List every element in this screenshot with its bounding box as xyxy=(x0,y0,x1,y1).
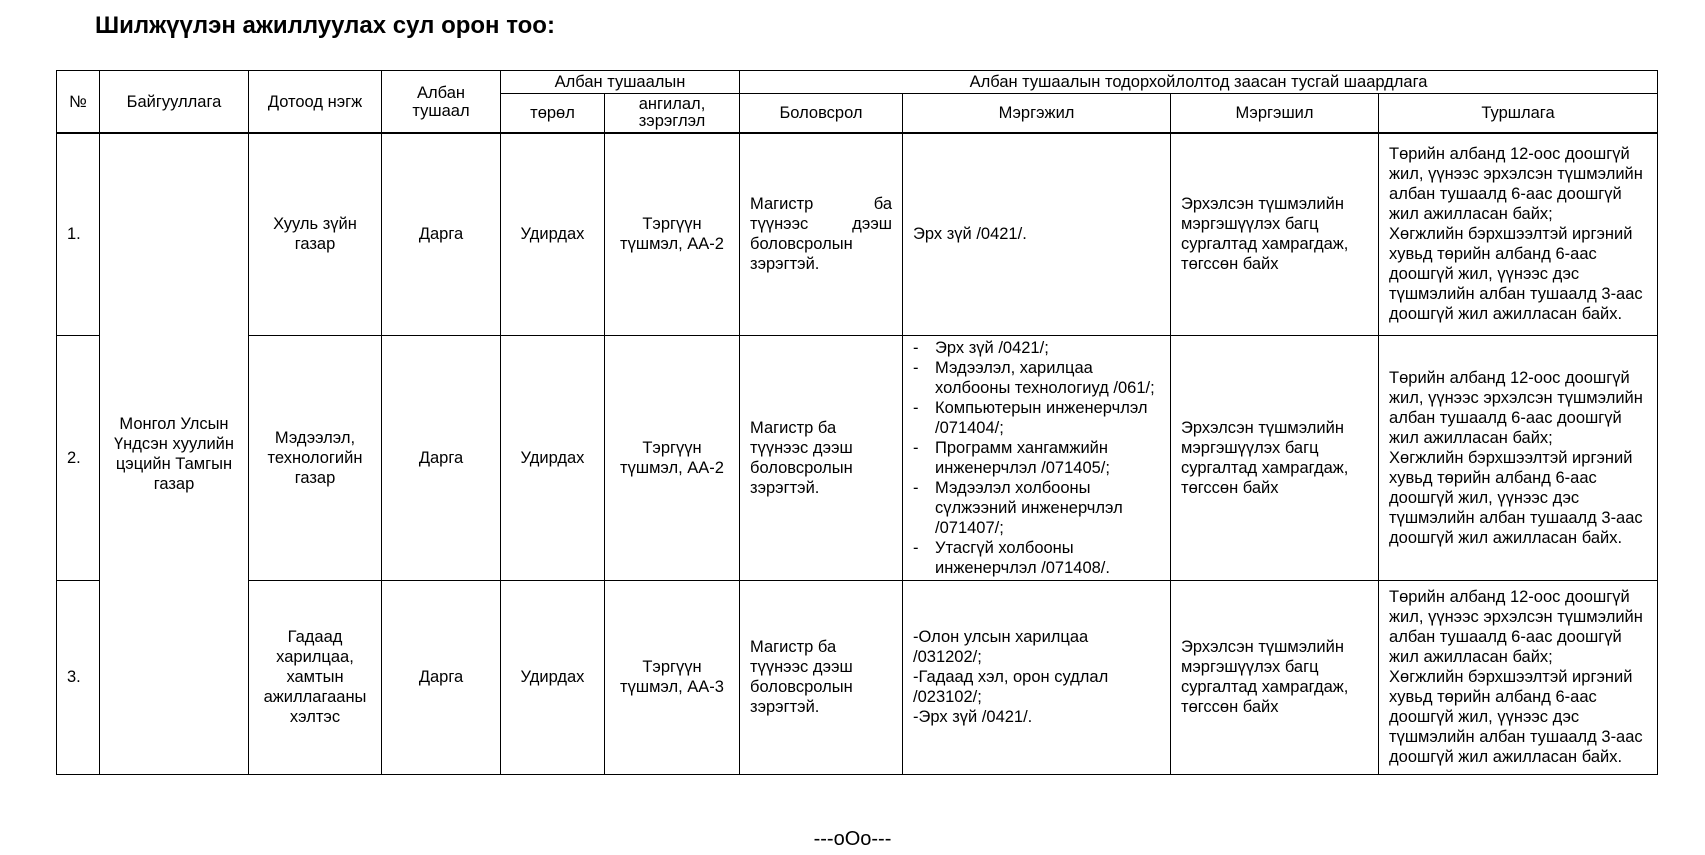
header-classification: ангилал, зэрэглэл xyxy=(605,94,740,134)
education-cell: Магистр ба түүнээс дээш боловсролын зэрэгтэй. xyxy=(740,335,903,580)
header-experience: Туршлага xyxy=(1379,94,1658,134)
header-position: Албан тушаал xyxy=(382,71,501,134)
table-row xyxy=(57,580,1658,774)
type-cell: Удирдах xyxy=(501,335,605,580)
profession-line: Эрх зүй /0421/. xyxy=(913,225,1027,244)
row-number: 1. xyxy=(57,133,100,335)
experience-line: Төрийн албанд 12-оос доошгүй жил, үүнээс эрхэлсэн түшмэлийн албан тушаалд 6-аас доошгүй жил ажилласан байх; xyxy=(1389,145,1643,224)
experience-cell xyxy=(1379,133,1658,335)
experience-cell xyxy=(1379,335,1658,580)
experience-cell xyxy=(1379,580,1658,774)
experience-line: Хөгжлийн бэрхшээлтэй иргэний хувьд төрийн албанд 6-аас доошгүй жил, үүнээс дэс түшмэлийн албан тушаалд 3-аас доошгүй жил ажилласан байх. xyxy=(1389,668,1643,766)
education-cell: Магистр ба түүнээс дээш боловсролын зэрэгтэй. xyxy=(740,580,903,774)
profession-item: - Компьютерын инженерчлэл /071404/; xyxy=(913,398,1160,438)
unit-cell: Мэдээлэл, технологийн газар xyxy=(249,335,382,580)
profession-line: -Гадаад хэл, орон судлал /023102/; xyxy=(913,668,1109,706)
header-qualification: Мэргэшил xyxy=(1171,94,1379,134)
profession-list xyxy=(913,338,1160,578)
profession-item: - Программ хангамжийн инженерчлэл /071405/; xyxy=(913,438,1160,478)
classification-cell: Тэргүүн түшмэл, АА-2 xyxy=(605,133,740,335)
type-cell: Удирдах xyxy=(501,580,605,774)
qualification-cell: Эрхэлсэн түшмэлийн мэргэшүүлэх багц сургалтад хамрагдаж, төгссөн байх xyxy=(1171,335,1379,580)
header-profession: Мэргэжил xyxy=(903,94,1171,134)
profession-cell xyxy=(903,335,1171,580)
position-cell: Дарга xyxy=(382,580,501,774)
profession-cell xyxy=(903,133,1171,335)
position-cell: Дарга xyxy=(382,335,501,580)
profession-cell xyxy=(903,580,1171,774)
education-cell: Магистр ба түүнээс дээш боловсролын зэрэгтэй. xyxy=(740,133,903,335)
classification-cell: Тэргүүн түшмэл, АА-3 xyxy=(605,580,740,774)
unit-cell: Хууль зүйн газар xyxy=(249,133,382,335)
profession-item: - Мэдээлэл холбооны сүлжээний инженерчлэл /071407/; xyxy=(913,478,1160,538)
organization-cell: Монгол Улсын Үндсэн хуулийн цэцийн Тамгын газар xyxy=(100,133,249,774)
experience-line: Төрийн албанд 12-оос доошгүй жил, үүнээс эрхэлсэн түшмэлийн албан тушаалд 6-аас доошгүй жил ажилласан байх; xyxy=(1389,588,1643,666)
header-education: Боловсрол xyxy=(740,94,903,134)
header-position-group: Албан тушаалын xyxy=(501,71,740,94)
profession-item: - Эрх зүй /0421/; xyxy=(913,338,1160,358)
type-cell: Удирдах xyxy=(501,133,605,335)
position-cell: Дарга xyxy=(382,133,501,335)
end-marker: ---oOo--- xyxy=(813,828,892,850)
page-title: Шилжүүлэн ажиллуулах сул орон тоо: xyxy=(95,12,555,39)
experience-line: Хөгжлийн бэрхшээлтэй иргэний хувьд төрийн албанд 6-аас доошгүй жил, үүнээс дэс түшмэлийн албан тушаалд 3-аас доошгүй жил ажилласан байх. xyxy=(1389,448,1643,547)
row-number: 2. xyxy=(57,335,100,580)
table-row xyxy=(57,133,1658,335)
classification-cell: Тэргүүн түшмэл, АА-2 xyxy=(605,335,740,580)
profession-item: - Утасгүй холбооны инженерчлэл /071408/. xyxy=(913,538,1160,578)
header-type: төрөл xyxy=(501,94,605,134)
profession-line: -Эрх зүй /0421/. xyxy=(913,708,1033,726)
profession-item: - Мэдээлэл, харилцаа холбооны технологиуд /061/; xyxy=(913,358,1160,398)
experience-line: Төрийн албанд 12-оос доошгүй жил, үүнээс эрхэлсэн түшмэлийн албан тушаалд 6-аас доошгүй жил ажилласан байх; xyxy=(1389,368,1643,447)
vacancy-table xyxy=(56,70,1658,775)
table-row xyxy=(57,335,1658,580)
experience-line: Хөгжлийн бэрхшээлтэй иргэний хувьд төрийн албанд 6-аас доошгүй жил, үүнээс дэс түшмэлийн албан тушаалд 3-аас доошгүй жил ажилласан байх. xyxy=(1389,225,1643,324)
qualification-cell: Эрхэлсэн түшмэлийн мэргэшүүлэх багц сургалтад хамрагдаж, төгссөн байх xyxy=(1171,133,1379,335)
profession-line: -Олон улсын харилцаа /031202/; xyxy=(913,628,1089,666)
unit-cell: Гадаад харилцаа, хамтын ажиллагааны хэлтэс xyxy=(249,580,382,774)
row-number: 3. xyxy=(57,580,100,774)
header-no: № xyxy=(57,71,100,134)
header-requirements-group: Албан тушаалын тодорхойлолтод заасан тусгай шаардлага xyxy=(740,71,1658,94)
header-internal-unit: Дотоод нэгж xyxy=(249,71,382,134)
qualification-cell: Эрхэлсэн түшмэлийн мэргэшүүлэх багц сургалтад хамрагдаж, төгссөн байх xyxy=(1171,580,1379,774)
header-organization: Байгууллага xyxy=(100,71,249,134)
